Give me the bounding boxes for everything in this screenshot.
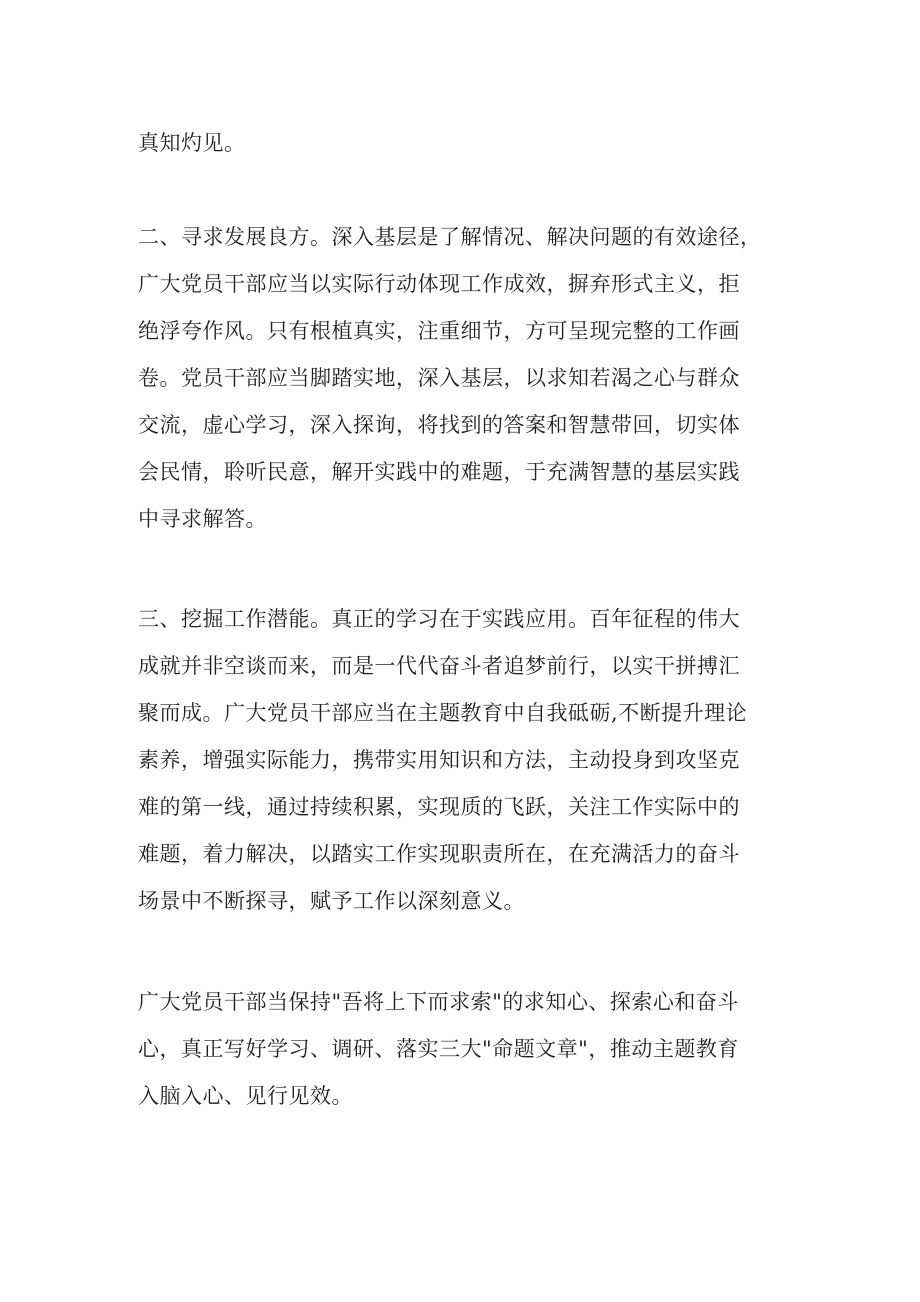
paragraph-line: 绝浮夸作风。只有根植真实，注重细节，方可呈现完整的工作画 <box>138 319 740 343</box>
paragraph-line: 聚而成。广大党员干部应当在主题教育中自我砥砺,不断提升理论 <box>138 701 748 725</box>
paragraph-line: 广大党员干部应当以实际行动体现工作成效，摒弃形式主义，拒 <box>138 272 740 296</box>
paragraph-line: 会民情，聆听民意，解开实践中的难题，于充满智慧的基层实践 <box>138 460 740 484</box>
paragraph-line: 难题，着力解决，以踏实工作实现职责所在，在充满活力的奋斗 <box>138 842 740 866</box>
paragraph-conclusion <box>138 979 798 1120</box>
paragraph-line: 广大党员干部当保持"吾将上下而求索"的求知心、探索心和奋斗 <box>138 990 739 1014</box>
paragraph-line: 三、挖掘工作潜能。真正的学习在于实践应用。百年征程的伟大 <box>138 607 740 631</box>
paragraph-line: 难的第一线，通过持续积累，实现质的飞跃，关注工作实际中的 <box>138 795 740 819</box>
paragraph-line: 成就并非空谈而来，而是一代代奋斗者追梦前行，以实干拼搏汇 <box>138 654 740 678</box>
paragraph-line: 入脑入心、见行见效。 <box>138 1084 353 1108</box>
paragraph-line: 中寻求解答。 <box>138 507 267 531</box>
paragraph-line: 场景中不断探寻，赋予工作以深刻意义。 <box>138 889 525 913</box>
paragraph-line: 素养，增强实际能力，携带实用知识和方法，主动投身到攻坚克 <box>138 748 740 772</box>
paragraph-line: 二、寻求发展良方。深入基层是了解情况、解决问题的有效途径， <box>138 225 762 249</box>
paragraph-line: 卷。党员干部应当脚踏实地，深入基层，以求知若渴之心与群众 <box>138 366 740 390</box>
paragraph-continuation <box>138 120 798 167</box>
paragraph-section-two <box>138 214 798 543</box>
paragraph-section-three <box>138 596 798 925</box>
paragraph-line: 心，真正写好学习、调研、落实三大"命题文章"，推动主题教育 <box>138 1037 739 1061</box>
paragraph-line: 交流，虚心学习，深入探询，将找到的答案和智慧带回，切实体 <box>138 413 740 437</box>
paragraph-line: 真知灼见。 <box>138 131 246 155</box>
